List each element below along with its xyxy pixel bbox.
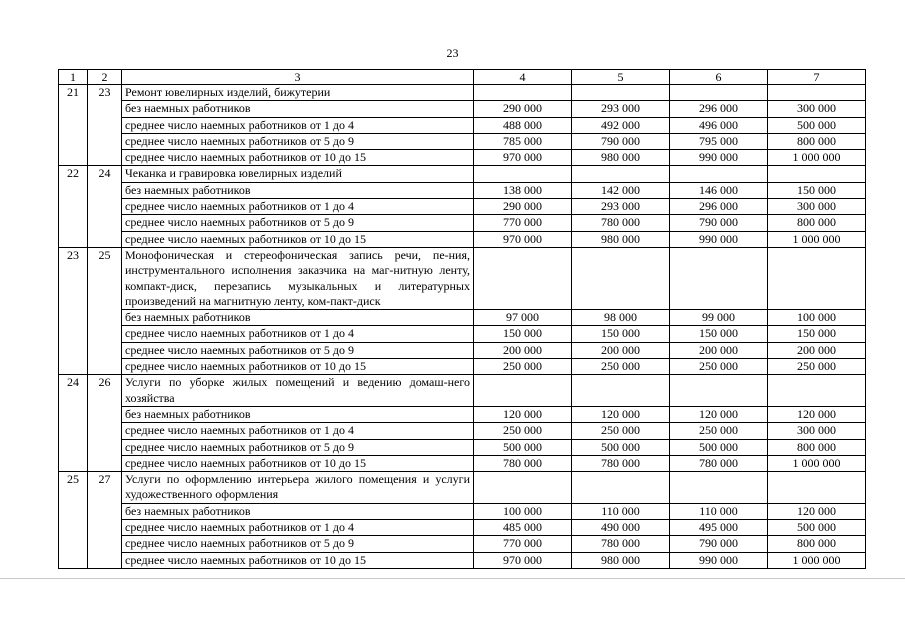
employee-category-cell: без наемных работников — [122, 503, 474, 519]
employee-category-cell: среднее число наемных работников от 5 до 9 — [122, 342, 474, 358]
amount-cell: 300 000 — [768, 423, 866, 439]
table-row — [59, 231, 866, 247]
employee-category-cell: среднее число наемных работников от 10 до 15 — [122, 359, 474, 375]
service-title-row — [59, 472, 866, 504]
row-number-cell: 24 — [59, 375, 88, 472]
amount-cell: 250 000 — [572, 423, 670, 439]
amount-cell: 770 000 — [474, 536, 572, 552]
column-header: 3 — [122, 70, 474, 85]
amount-cell: 1 000 000 — [768, 231, 866, 247]
empty-cell — [474, 166, 572, 182]
amount-cell: 790 000 — [670, 215, 768, 231]
amount-cell: 250 000 — [474, 359, 572, 375]
empty-cell — [572, 247, 670, 309]
empty-cell — [474, 85, 572, 101]
empty-cell — [474, 472, 572, 504]
table-row — [59, 133, 866, 149]
amount-cell: 150 000 — [768, 326, 866, 342]
row-number-cell: 22 — [59, 166, 88, 247]
table-row — [59, 182, 866, 198]
amount-cell: 300 000 — [768, 101, 866, 117]
column-header: 4 — [474, 70, 572, 85]
amount-cell: 138 000 — [474, 182, 572, 198]
table-row — [59, 215, 866, 231]
service-title-row — [59, 375, 866, 407]
amount-cell: 110 000 — [670, 503, 768, 519]
empty-cell — [768, 166, 866, 182]
amount-cell: 980 000 — [572, 231, 670, 247]
table-row — [59, 150, 866, 166]
amount-cell: 780 000 — [474, 455, 572, 471]
amount-cell: 800 000 — [768, 439, 866, 455]
column-header: 1 — [59, 70, 88, 85]
employee-category-cell: среднее число наемных работников от 1 до 4 — [122, 326, 474, 342]
column-header: 6 — [670, 70, 768, 85]
employee-category-cell: среднее число наемных работников от 5 до 9 — [122, 439, 474, 455]
amount-cell: 1 000 000 — [768, 150, 866, 166]
amount-cell: 146 000 — [670, 182, 768, 198]
empty-cell — [768, 85, 866, 101]
employee-category-cell: среднее число наемных работников от 1 до 4 — [122, 117, 474, 133]
amount-cell: 110 000 — [572, 503, 670, 519]
empty-cell — [572, 375, 670, 407]
amount-cell: 790 000 — [670, 536, 768, 552]
amount-cell: 200 000 — [670, 342, 768, 358]
amount-cell: 150 000 — [572, 326, 670, 342]
employee-category-cell: среднее число наемных работников от 5 до 9 — [122, 536, 474, 552]
amount-cell: 120 000 — [768, 503, 866, 519]
employee-category-cell: без наемных работников — [122, 182, 474, 198]
amount-cell: 250 000 — [474, 423, 572, 439]
amount-cell: 250 000 — [768, 359, 866, 375]
table-row — [59, 552, 866, 568]
empty-cell — [670, 247, 768, 309]
amount-cell: 800 000 — [768, 215, 866, 231]
amount-cell: 970 000 — [474, 150, 572, 166]
service-title-row — [59, 166, 866, 182]
amount-cell: 200 000 — [474, 342, 572, 358]
table-row — [59, 536, 866, 552]
empty-cell — [768, 472, 866, 504]
amount-cell: 485 000 — [474, 520, 572, 536]
amount-cell: 990 000 — [670, 552, 768, 568]
amount-cell: 250 000 — [670, 423, 768, 439]
code-cell: 23 — [88, 85, 122, 166]
amount-cell: 200 000 — [768, 342, 866, 358]
table-row — [59, 310, 866, 326]
code-cell: 27 — [88, 472, 122, 569]
amount-cell: 980 000 — [572, 552, 670, 568]
table-row — [59, 503, 866, 519]
amount-cell: 795 000 — [670, 133, 768, 149]
amount-cell: 970 000 — [474, 231, 572, 247]
employee-category-cell: среднее число наемных работников от 10 до 15 — [122, 552, 474, 568]
amount-cell: 290 000 — [474, 101, 572, 117]
column-number-row — [59, 70, 866, 85]
page-number: 23 — [446, 46, 459, 60]
amount-cell: 99 000 — [670, 310, 768, 326]
amount-cell: 142 000 — [572, 182, 670, 198]
amount-cell: 293 000 — [572, 101, 670, 117]
code-cell: 24 — [88, 166, 122, 247]
amount-cell: 98 000 — [572, 310, 670, 326]
column-header: 5 — [572, 70, 670, 85]
empty-cell — [670, 375, 768, 407]
employee-category-cell: среднее число наемных работников от 1 до 4 — [122, 199, 474, 215]
amount-cell: 780 000 — [572, 455, 670, 471]
service-title-cell: Услуги по оформлению интерьера жилого помещения и услуги художественного оформления — [122, 472, 474, 504]
employee-category-cell: среднее число наемных работников от 10 до 15 — [122, 150, 474, 166]
amount-cell: 200 000 — [572, 342, 670, 358]
amount-cell: 150 000 — [670, 326, 768, 342]
amount-cell: 97 000 — [474, 310, 572, 326]
table-row — [59, 423, 866, 439]
employee-category-cell: среднее число наемных работников от 10 до 15 — [122, 455, 474, 471]
row-number-cell: 23 — [59, 247, 88, 374]
amount-cell: 780 000 — [572, 536, 670, 552]
employee-category-cell: среднее число наемных работников от 5 до 9 — [122, 215, 474, 231]
amount-cell: 250 000 — [572, 359, 670, 375]
amount-cell: 500 000 — [572, 439, 670, 455]
amount-cell: 990 000 — [670, 231, 768, 247]
amount-cell: 120 000 — [670, 406, 768, 422]
amount-cell: 100 000 — [474, 503, 572, 519]
amount-cell: 800 000 — [768, 133, 866, 149]
amount-cell: 300 000 — [768, 199, 866, 215]
amount-cell: 770 000 — [474, 215, 572, 231]
amount-cell: 1 000 000 — [768, 552, 866, 568]
amount-cell: 490 000 — [572, 520, 670, 536]
column-header: 7 — [768, 70, 866, 85]
empty-cell — [768, 247, 866, 309]
amount-cell: 500 000 — [768, 117, 866, 133]
empty-cell — [572, 472, 670, 504]
amount-cell: 790 000 — [572, 133, 670, 149]
service-title-cell: Монофоническая и стереофоническая запись речи, пе-ния, инструментального исполнения заказчика на маг-нитную ленту, компакт-диск, перезапись музыкальных и литературных произведений на магнитную ленту, ком-пакт-диск — [122, 247, 474, 309]
employee-category-cell: без наемных работников — [122, 101, 474, 117]
table-row — [59, 406, 866, 422]
empty-cell — [474, 247, 572, 309]
amount-cell: 120 000 — [768, 406, 866, 422]
scan-fold-line — [0, 578, 905, 579]
employee-category-cell: среднее число наемных работников от 5 до 9 — [122, 133, 474, 149]
table-row — [59, 117, 866, 133]
table-row — [59, 439, 866, 455]
amount-cell: 100 000 — [768, 310, 866, 326]
empty-cell — [768, 375, 866, 407]
table-row — [59, 101, 866, 117]
service-title-row — [59, 247, 866, 309]
empty-cell — [474, 375, 572, 407]
code-cell: 26 — [88, 375, 122, 472]
amount-cell: 780 000 — [572, 215, 670, 231]
amount-cell: 296 000 — [670, 199, 768, 215]
amount-cell: 150 000 — [474, 326, 572, 342]
empty-cell — [670, 85, 768, 101]
amount-cell: 970 000 — [474, 552, 572, 568]
amount-cell: 500 000 — [768, 520, 866, 536]
table-row — [59, 455, 866, 471]
amount-cell: 250 000 — [670, 359, 768, 375]
service-title-cell: Чеканка и гравировка ювелирных изделий — [122, 166, 474, 182]
amount-cell: 990 000 — [670, 150, 768, 166]
amount-cell: 120 000 — [572, 406, 670, 422]
employee-category-cell: без наемных работников — [122, 310, 474, 326]
table-row — [59, 342, 866, 358]
employee-category-cell: среднее число наемных работников от 10 до 15 — [122, 231, 474, 247]
amount-cell: 980 000 — [572, 150, 670, 166]
amount-cell: 800 000 — [768, 536, 866, 552]
service-title-cell: Услуги по уборке жилых помещений и ведению домаш-него хозяйства — [122, 375, 474, 407]
amount-cell: 1 000 000 — [768, 455, 866, 471]
service-title-row — [59, 85, 866, 101]
tariff-table — [58, 69, 866, 569]
empty-cell — [572, 85, 670, 101]
table-row — [59, 199, 866, 215]
amount-cell: 500 000 — [670, 439, 768, 455]
amount-cell: 500 000 — [474, 439, 572, 455]
code-cell: 25 — [88, 247, 122, 374]
empty-cell — [670, 472, 768, 504]
service-title-cell: Ремонт ювелирных изделий, бижутерии — [122, 85, 474, 101]
table-row — [59, 520, 866, 536]
empty-cell — [670, 166, 768, 182]
amount-cell: 785 000 — [474, 133, 572, 149]
table-row — [59, 326, 866, 342]
amount-cell: 496 000 — [670, 117, 768, 133]
amount-cell: 150 000 — [768, 182, 866, 198]
employee-category-cell: среднее число наемных работников от 1 до 4 — [122, 520, 474, 536]
column-header: 2 — [88, 70, 122, 85]
amount-cell: 492 000 — [572, 117, 670, 133]
employee-category-cell: без наемных работников — [122, 406, 474, 422]
row-number-cell: 21 — [59, 85, 88, 166]
empty-cell — [572, 166, 670, 182]
amount-cell: 780 000 — [670, 455, 768, 471]
amount-cell: 120 000 — [474, 406, 572, 422]
row-number-cell: 25 — [59, 472, 88, 569]
employee-category-cell: среднее число наемных работников от 1 до 4 — [122, 423, 474, 439]
table-row — [59, 359, 866, 375]
amount-cell: 495 000 — [670, 520, 768, 536]
amount-cell: 488 000 — [474, 117, 572, 133]
amount-cell: 296 000 — [670, 101, 768, 117]
amount-cell: 290 000 — [474, 199, 572, 215]
amount-cell: 293 000 — [572, 199, 670, 215]
